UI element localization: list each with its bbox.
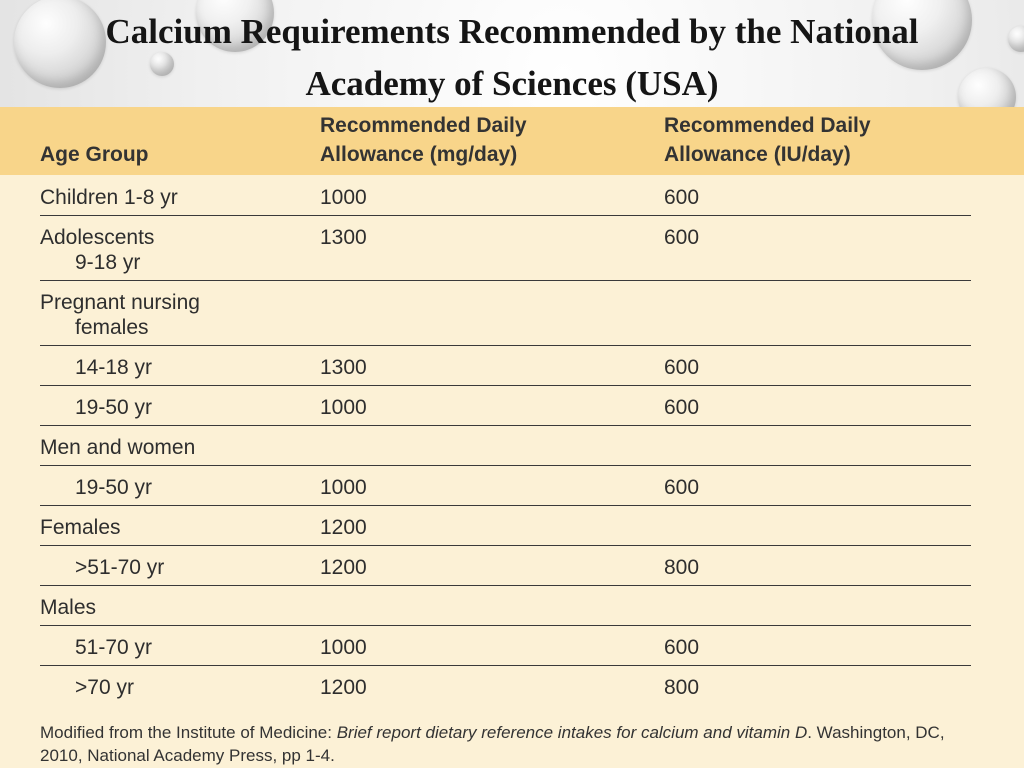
mg-value-cell: 1200 (320, 516, 367, 539)
age-group-cell: Pregnant nursing females (40, 291, 200, 339)
age-group-cell: Men and women (40, 436, 196, 459)
table-row (40, 547, 971, 586)
mg-value-cell: 1000 (320, 396, 367, 419)
mg-value-cell: 1300 (320, 356, 367, 379)
header-age-group: Age Group (40, 143, 149, 166)
table-row (40, 387, 971, 426)
mg-value-cell: 1300 (320, 226, 367, 249)
table-row (40, 282, 971, 346)
iu-value-cell: 800 (664, 676, 700, 699)
age-group-cell: >70 yr (75, 676, 134, 699)
table-header (0, 107, 1024, 175)
slide-title (20, 6, 1004, 110)
age-group-cell: 19-50 yr (75, 396, 153, 419)
age-group-cell: Adolescents 9-18 yr (40, 226, 155, 274)
age-group-cell: 14-18 yr (75, 356, 153, 379)
mg-value-cell: 1000 (320, 186, 367, 209)
slide-title-line-2: Academy of Sciences (USA) (305, 64, 719, 103)
age-group-cell: Children 1-8 yr (40, 186, 178, 209)
table-row (40, 507, 971, 546)
age-group-cell: Females (40, 516, 121, 539)
table-row (40, 347, 971, 386)
age-group-cell: 51-70 yr (75, 636, 153, 659)
footnote-suffix: . Washington, DC, 2010, National Academy Press, pp 1-4. (40, 723, 945, 765)
mg-value-cell: 1200 (320, 556, 367, 579)
slide-title-line-1: Calcium Requirements Recommended by the National (105, 12, 919, 51)
mg-value-cell: 1000 (320, 636, 367, 659)
iu-value-cell: 800 (664, 556, 700, 579)
table-row (40, 177, 971, 216)
table-footnote (40, 721, 990, 767)
footnote-prefix: Modified from the Institute of Medicine: (40, 723, 337, 742)
iu-value-cell: 600 (664, 186, 700, 209)
age-group-cell: 19-50 yr (75, 476, 153, 499)
header-iu-per-day: Recommended Daily Allowance (IU/day) (664, 114, 871, 166)
iu-value-cell: 600 (664, 636, 700, 659)
table-row (40, 467, 971, 506)
footnote-report-title: Brief report dietary reference intakes for calcium and vitamin D (336, 723, 808, 742)
age-group-cell: >51-70 yr (75, 556, 165, 579)
mg-value-cell: 1200 (320, 676, 367, 699)
table-row (40, 587, 971, 626)
iu-value-cell: 600 (664, 356, 700, 379)
iu-value-cell: 600 (664, 226, 700, 249)
iu-value-cell: 600 (664, 476, 700, 499)
header-mg-per-day: Recommended Daily Allowance (mg/day) (320, 114, 527, 166)
table-row (40, 627, 971, 666)
age-group-cell: Males (40, 596, 97, 619)
iu-value-cell: 600 (664, 396, 700, 419)
table-row (40, 667, 971, 707)
table-row (40, 217, 971, 281)
mg-value-cell: 1000 (320, 476, 367, 499)
calcium-table (0, 107, 1024, 768)
table-row (40, 427, 971, 466)
